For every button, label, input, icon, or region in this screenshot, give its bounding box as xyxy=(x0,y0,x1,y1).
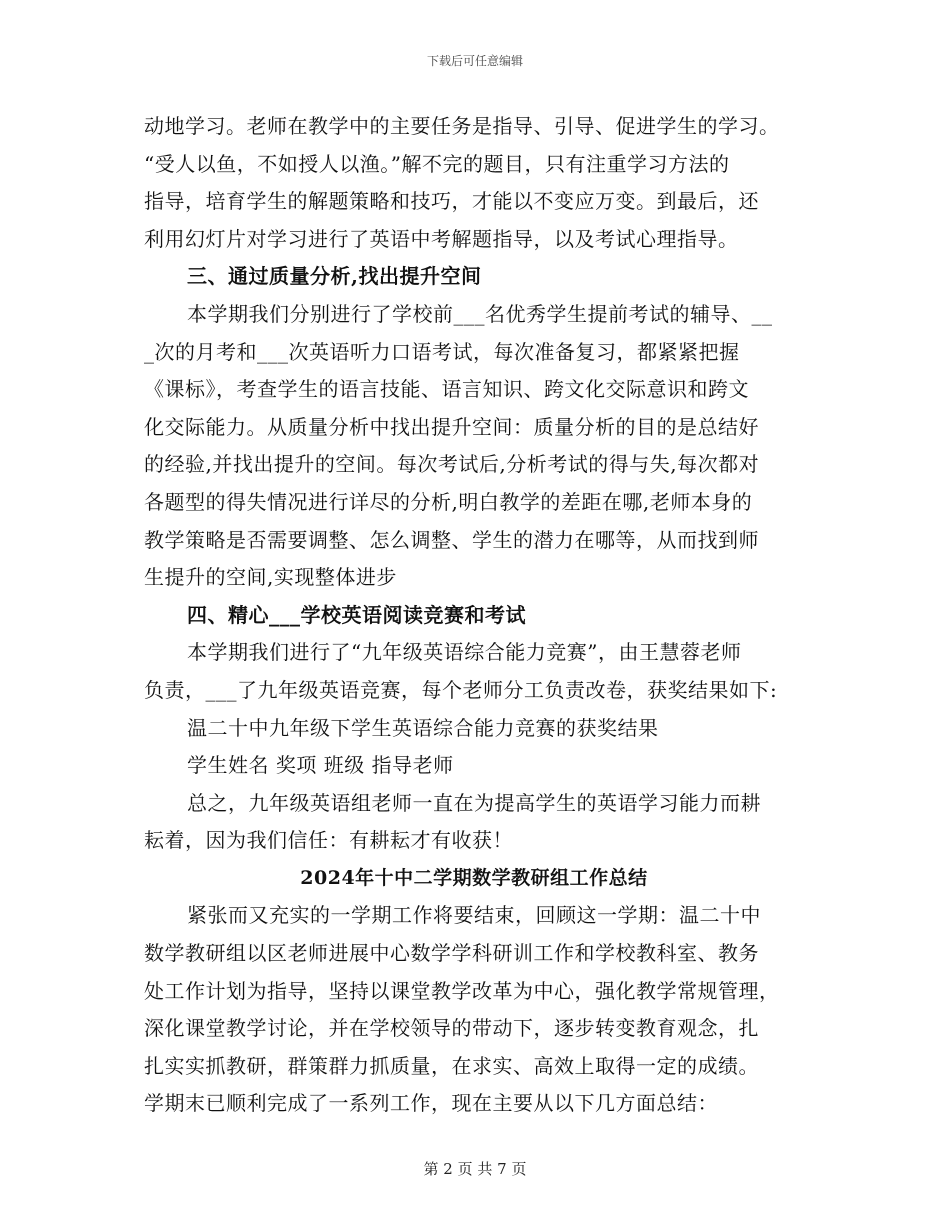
body-line: 本学期我们分别进行了学校前___名优秀学生提前考试的辅导、__ xyxy=(187,301,773,326)
body-line: 教学策略是否需要调整、怎么调整、学生的潜力在哪等，从而找到师 xyxy=(144,527,759,552)
body-line: 生提升的空间,实现整体进步 xyxy=(144,565,397,590)
body-line: 本学期我们进行了“九年级英语综合能力竞赛”，由王慧蓉老师 xyxy=(187,640,742,665)
body-line: 指导，培育学生的解题策略和技巧，才能以不变应万变。到最后，还 xyxy=(144,189,759,214)
body-line: “受人以鱼，不如授人以渔。”解不完的题目，只有注重学习方法的 xyxy=(144,151,730,176)
document-title: 2024年十中二学期数学教研组工作总结 xyxy=(300,866,648,889)
section-heading-3: 三、通过质量分析,找出提升空间 xyxy=(187,264,482,289)
body-line: 负责，___了九年级英语竞赛，每个老师分工负责改卷，获奖结果如下: xyxy=(144,677,778,702)
result-table-header: 学生姓名 奖项 班级 指导老师 xyxy=(187,753,454,778)
body-line: 学期末已顺利完成了一系列工作，现在主要从以下几方面总结： xyxy=(144,1091,718,1116)
body-line: 扎实实抓教研，群策群力抓质量，在求实、高效上取得一定的成绩。 xyxy=(144,1053,759,1078)
body-line: 紧张而又充实的一学期工作将要结束，回顾这一学期：温二十中 xyxy=(187,903,761,928)
page-header-note: 下载后可任意编辑 xyxy=(426,54,523,68)
body-line: 处工作计划为指导，坚持以课堂教学改革为中心，强化教学常规管理， xyxy=(144,978,780,1003)
body-line: 各题型的得失情况进行详尽的分析,明白教学的差距在哪,老师本身的 xyxy=(144,489,753,514)
page-number: 第 2 页 共 7 页 xyxy=(423,1160,527,1178)
body-line: 《课标》，考查学生的语言技能、语言知识、跨文化交际意识和跨文 xyxy=(144,377,749,402)
body-line: 数学教研组以区老师进展中心数学学科研训工作和学校教科室、教务 xyxy=(144,941,759,966)
body-line: _次的月考和___次英语听力口语考试，每次准备复习，都紧紧把握 xyxy=(144,339,740,364)
result-caption: 温二十中九年级下学生英语综合能力竞赛的获奖结果 xyxy=(187,715,659,740)
body-line: 总之，九年级英语组老师一直在为提高学生的英语学习能力而耕 xyxy=(187,790,761,815)
body-line: 的经验,并找出提升的空间。每次考试后,分析考试的得与失,每次都对 xyxy=(144,452,760,477)
body-line: 深化课堂教学讨论，并在学校领导的带动下，逐步转变教育观念，扎 xyxy=(144,1016,759,1041)
body-line: 利用幻灯片对学习进行了英语中考解题指导，以及考试心理指导。 xyxy=(144,226,739,251)
section-heading-4: 四、精心___学校英语阅读竞赛和考试 xyxy=(187,602,526,627)
document-body xyxy=(144,108,804,1123)
body-line: 耘着，因为我们信任：有耕耘才有收获！ xyxy=(144,828,513,853)
body-line: 化交际能力。从质量分析中找出提升空间：质量分析的目的是总结好 xyxy=(144,414,759,439)
body-line: 动地学习。老师在教学中的主要任务是指导、引导、促进学生的学习。 xyxy=(144,114,780,138)
